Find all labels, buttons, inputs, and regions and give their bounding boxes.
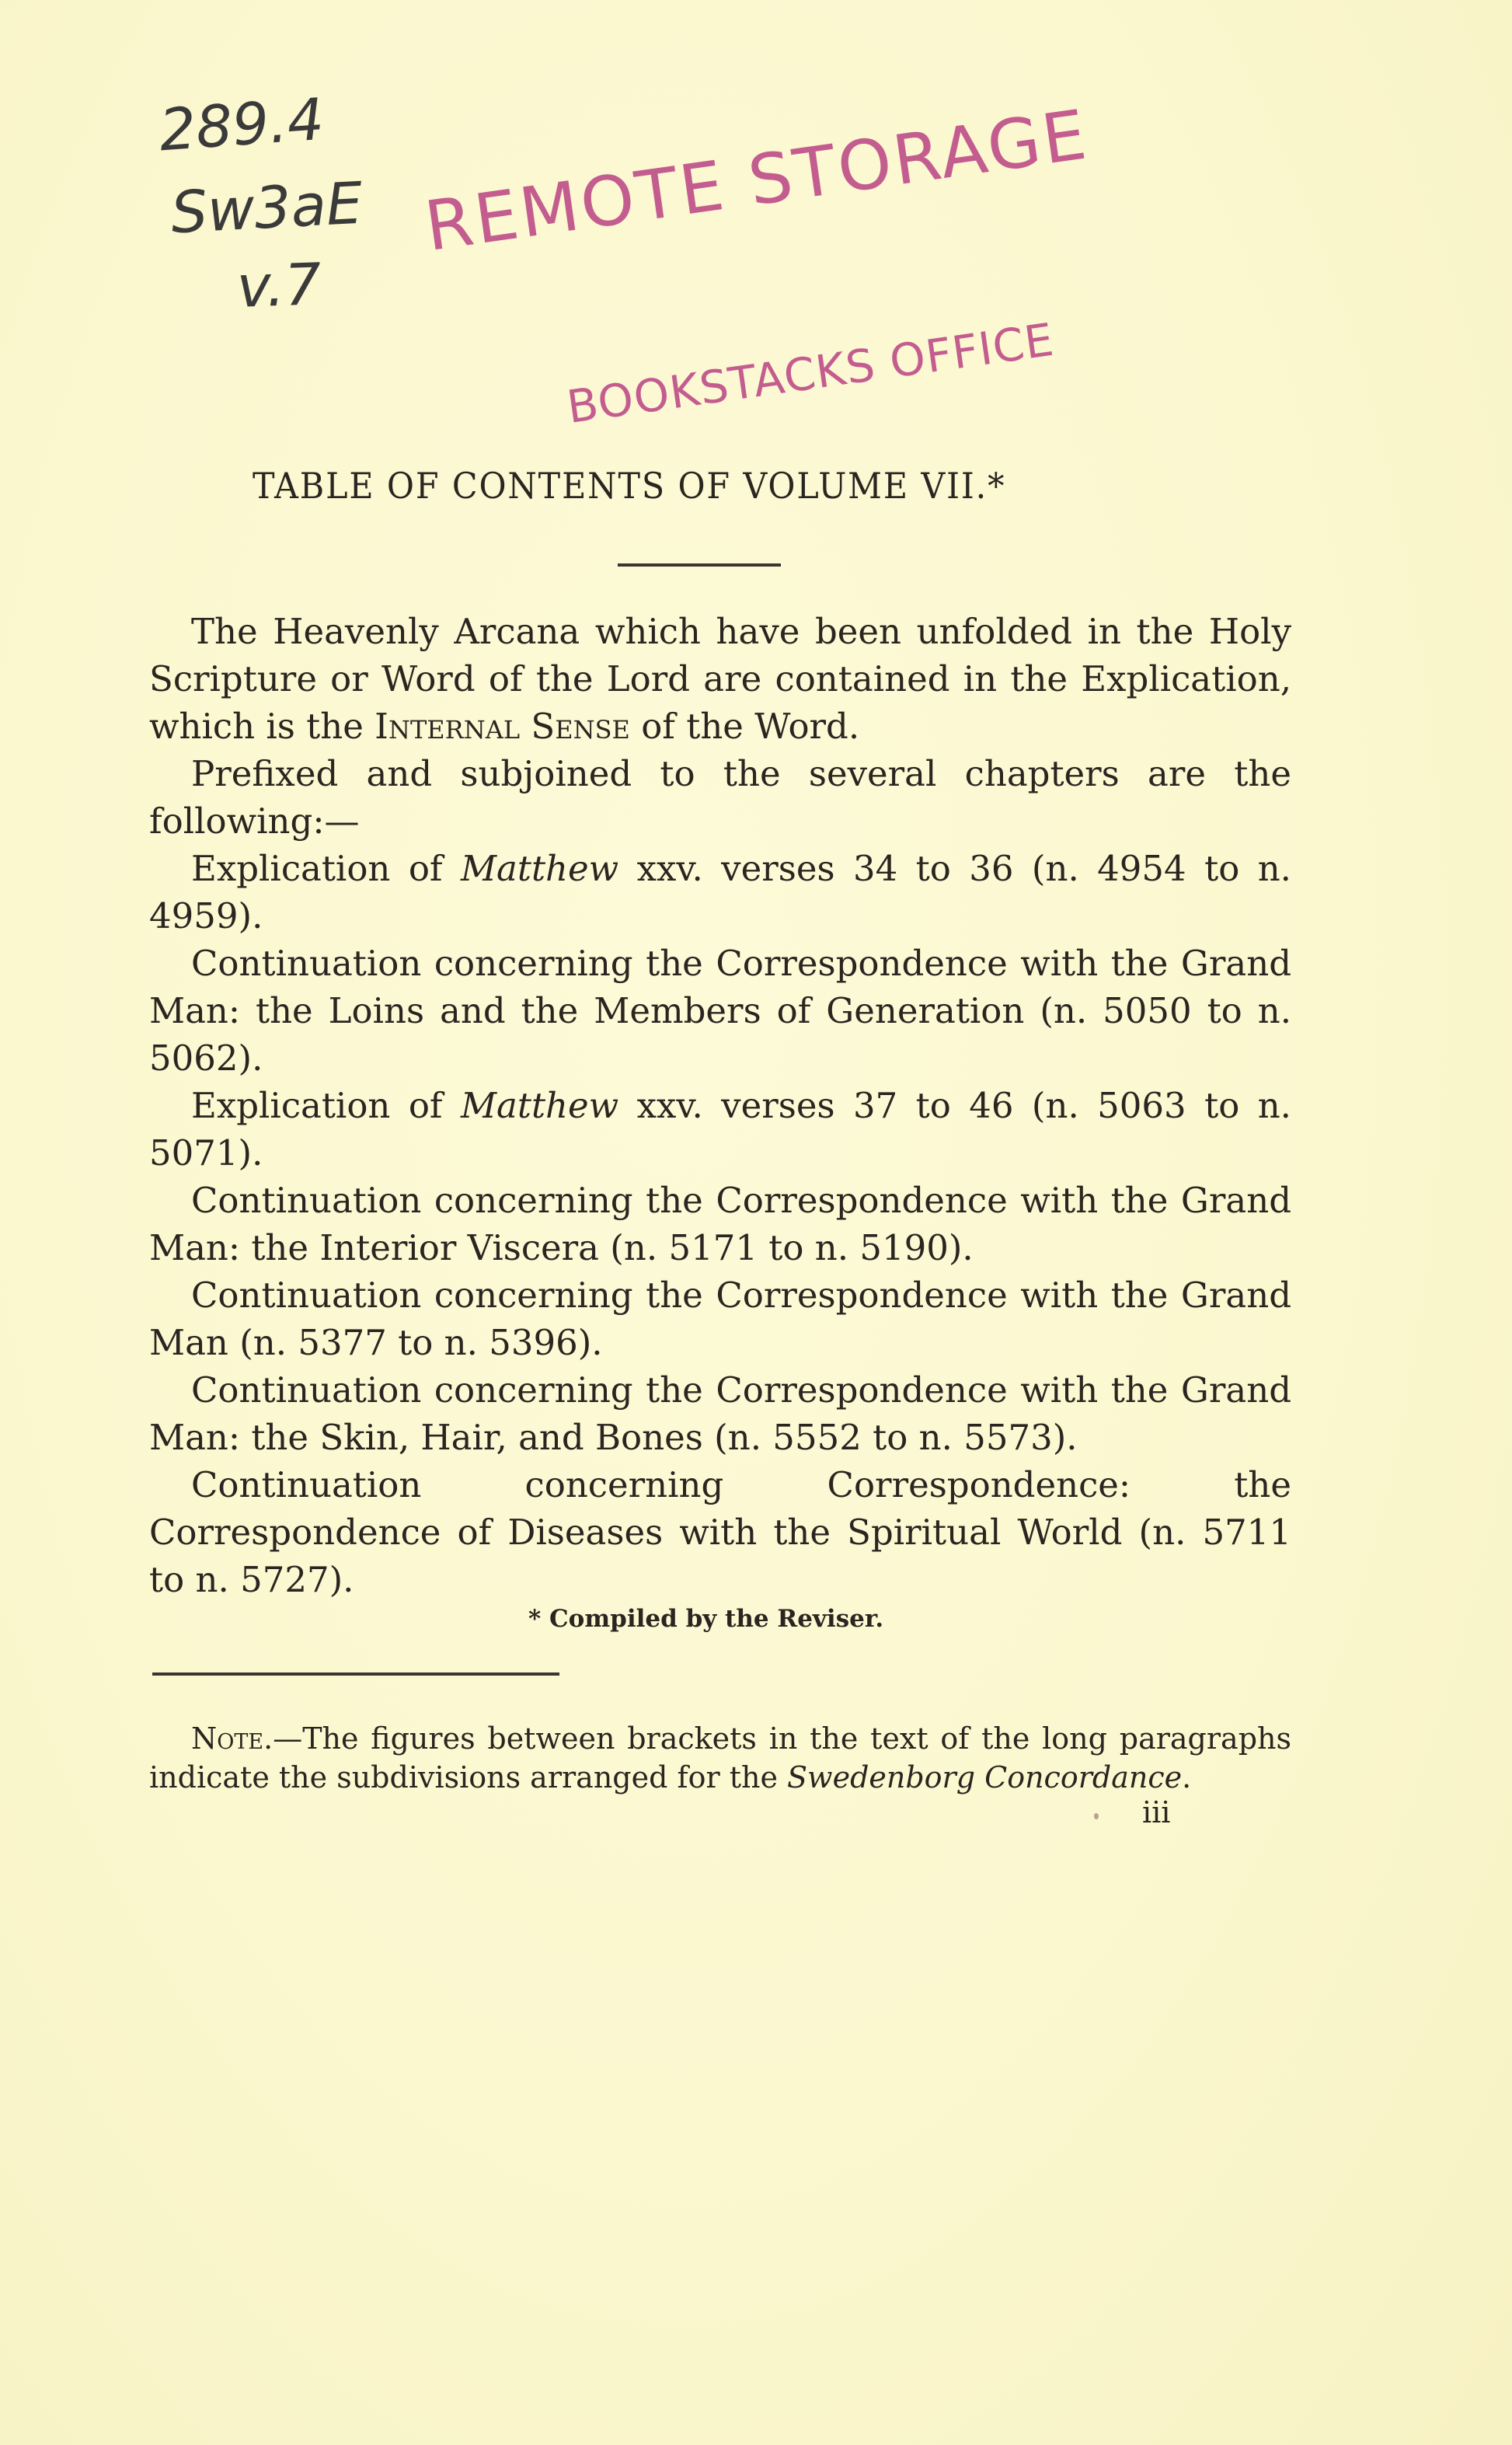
entry-text: xxv. verses 37 to 46 (n. 5063 to n. 5071). [149, 1085, 1291, 1174]
contents-entry [149, 845, 1291, 940]
entry-text: Continuation concerning Correspondence: the Correspondence of Diseases with the Spiritual World (n. 5711 to n. 5727). [149, 1464, 1291, 1600]
internal-sense-term: Internal Sense [375, 706, 630, 747]
note-italic: Swedenborg Concordance [787, 1760, 1183, 1795]
title-divider [618, 563, 781, 567]
note-text-end: . [1182, 1760, 1192, 1795]
intro-text: The Heavenly Arcana which have been unfolded in the Holy Scripture or Word of the Lord are contained in the Explication, which is the [149, 611, 1291, 747]
contents-entry [149, 1177, 1291, 1271]
contents-entry [149, 1366, 1291, 1461]
prefixed-paragraph: Prefixed and subjoined to the several chapters are the following:— [149, 753, 1291, 842]
intro-paragraph [149, 608, 1291, 750]
entry-text: Continuation concerning the Correspondence with the Grand Man: the Interior Viscera (n. 5171 to n. 5190). [149, 1180, 1291, 1268]
contents-entry [149, 1082, 1291, 1177]
entry-text: Continuation concerning the Correspondence with the Grand Man (n. 5377 to n. 5396). [149, 1275, 1291, 1363]
footnote-divider [152, 1672, 559, 1676]
bookstacks-office-stamp: BOOKSTACKS OFFICE [563, 312, 1057, 434]
note-block [149, 1719, 1291, 1797]
intro-text-end: of the Word. [629, 706, 860, 747]
entry-italic: Matthew [460, 848, 619, 889]
note-label: Note. [191, 1721, 273, 1756]
footnote: * Compiled by the Reviser. [528, 1605, 884, 1633]
entry-text: Explication of [191, 1085, 461, 1126]
entry-text: Explication of [191, 848, 461, 889]
entry-text: Continuation concerning the Correspondence with the Grand Man: the Skin, Hair, and Bones (n. 5552 to n. 5573). [149, 1369, 1291, 1458]
ink-speck [1094, 1813, 1099, 1819]
entry-text: Continuation concerning the Correspondence with the Grand Man: the Loins and the Members of Generation (n. 5050 to n. 5062). [149, 943, 1291, 1079]
remote-storage-stamp: REMOTE STORAGE [420, 94, 1093, 267]
contents-entry [149, 940, 1291, 1082]
contents-entry [149, 1461, 1291, 1603]
call-number-line-2: Sw3aE [169, 169, 364, 247]
page-number: iii [1142, 1795, 1171, 1829]
contents-body [149, 608, 1291, 1603]
contents-entry [149, 1271, 1291, 1366]
page-title: TABLE OF CONTENTS OF VOLUME VII.* [253, 465, 1006, 507]
entry-text: xxv. verses 34 to 36 (n. 4954 to n. 4959). [149, 848, 1291, 936]
call-number-line-1: 289.4 [157, 85, 326, 165]
call-number-line-3: v.7 [235, 251, 322, 321]
entry-italic: Matthew [460, 1085, 619, 1126]
note-text: —The figures between brackets in the text of the long paragraphs indicate the subdivisions arranged for the [149, 1721, 1291, 1795]
